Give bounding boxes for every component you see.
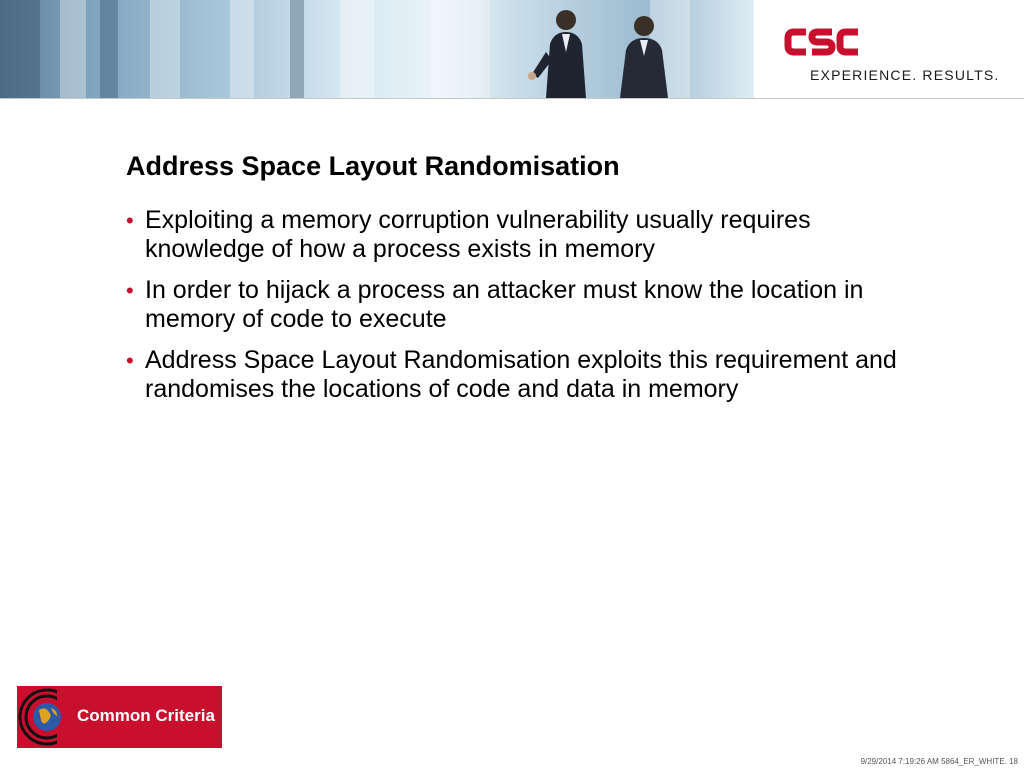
bullet-icon: •	[126, 278, 134, 303]
csc-logo	[784, 24, 860, 60]
bullet-icon: •	[126, 208, 134, 233]
businessmen-image	[520, 4, 680, 98]
bullet-item	[126, 276, 916, 334]
bullet-item	[126, 206, 916, 264]
header-photo	[0, 0, 754, 98]
bullet-text: Exploiting a memory corruption vulnerability usually requires knowledge of how a process exists in memory	[145, 206, 811, 263]
globe-icon	[17, 686, 79, 748]
bullet-text: Address Space Layout Randomisation exploits this requirement and randomises the locations of code and data in memory	[145, 346, 897, 403]
common-criteria-label: Common Criteria	[77, 706, 215, 725]
common-criteria-logo	[17, 686, 222, 748]
tagline: EXPERIENCE. RESULTS.	[810, 67, 1000, 83]
slide-title: Address Space Layout Randomisation	[126, 151, 620, 181]
bullet-item	[126, 346, 916, 404]
bullet-icon: •	[126, 348, 134, 373]
logo-area	[754, 0, 1024, 98]
bullet-text: In order to hijack a process an attacker must know the location in memory of code to execute	[145, 276, 864, 333]
header-banner	[0, 0, 1024, 99]
bullet-list	[126, 206, 916, 416]
footer-stamp: 9/29/2014 7:19:26 AM 5864_ER_WHITE. 18	[860, 757, 1018, 766]
